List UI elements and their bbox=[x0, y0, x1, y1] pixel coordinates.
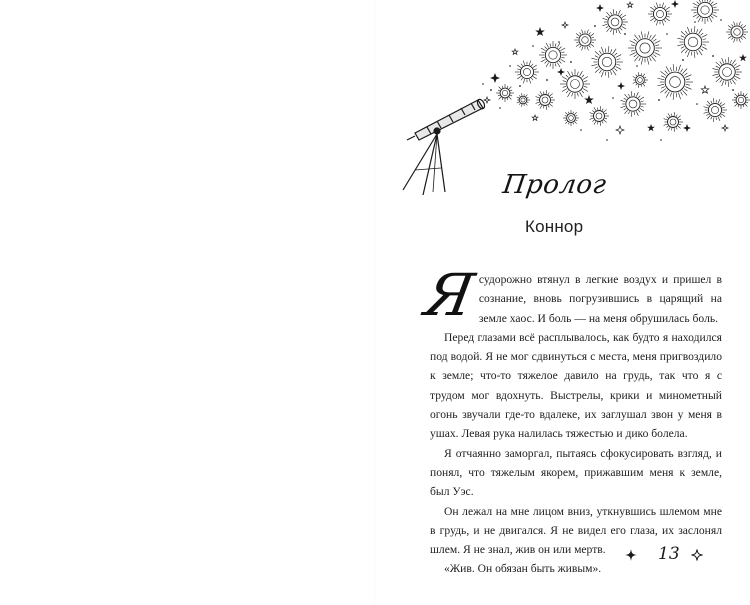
star-icon bbox=[536, 28, 544, 35]
star-dot bbox=[499, 107, 501, 109]
sun-icon bbox=[539, 41, 567, 69]
chapter-title: Пролог bbox=[500, 170, 609, 200]
star-dot bbox=[519, 85, 521, 87]
paragraph: Я отчаянно заморгал, пытаясь сфокусировать взгляд, и понял, что тяжелым якорем, прижавшим меня к земле, был Уэс. bbox=[430, 446, 722, 499]
right-page bbox=[375, 0, 750, 605]
page-footer bbox=[625, 540, 715, 570]
star-dot bbox=[658, 99, 660, 101]
starfield-decoration bbox=[482, 0, 750, 141]
sun-icon bbox=[515, 61, 539, 84]
star-dot bbox=[712, 55, 714, 57]
sun-icon bbox=[560, 69, 590, 99]
star-icon bbox=[616, 126, 624, 134]
sun-icon bbox=[536, 90, 555, 110]
star-dot bbox=[546, 79, 548, 81]
star-dot bbox=[570, 61, 572, 63]
chapter-body-text bbox=[420, 261, 722, 579]
star-icon bbox=[684, 125, 690, 131]
star-dot bbox=[660, 139, 662, 141]
sun-icon bbox=[664, 112, 683, 132]
star-dot bbox=[482, 83, 484, 85]
star-dot bbox=[580, 129, 582, 131]
sun-icon bbox=[657, 64, 693, 100]
star-icon bbox=[585, 96, 593, 103]
star-icon bbox=[558, 69, 564, 75]
star-dot bbox=[696, 103, 698, 105]
star-icon bbox=[562, 22, 568, 28]
star-dot bbox=[594, 25, 596, 27]
sun-icon bbox=[726, 22, 748, 43]
paragraph bbox=[420, 261, 722, 329]
sun-icon bbox=[603, 9, 628, 35]
star-dot bbox=[490, 89, 492, 91]
star-dot bbox=[732, 89, 734, 91]
sun-icon bbox=[591, 46, 623, 78]
star-icon bbox=[648, 125, 654, 130]
drop-cap-letter: Я bbox=[420, 261, 479, 329]
star-dot bbox=[694, 21, 696, 23]
paragraph-text: судорожно втянул в легкие воздух и пришел в сознание, вновь погрузившись в царящий на земле хаос. И боль — на меня обрушилась боль. bbox=[478, 273, 722, 325]
star-dot bbox=[509, 65, 511, 67]
sun-icon bbox=[563, 110, 579, 126]
star-dot bbox=[666, 33, 668, 35]
star-dot bbox=[624, 33, 626, 35]
star-icon bbox=[701, 86, 709, 93]
star-icon bbox=[512, 49, 518, 54]
sun-icon bbox=[621, 91, 646, 117]
star-icon bbox=[532, 115, 538, 120]
four-point-star-outline-icon bbox=[691, 549, 703, 561]
sun-icon bbox=[732, 91, 750, 109]
star-icon bbox=[722, 125, 728, 131]
sun-icon bbox=[703, 98, 727, 122]
sun-icon bbox=[712, 57, 742, 87]
star-dot bbox=[720, 19, 722, 21]
page-number: 13 bbox=[658, 544, 680, 564]
star-dot bbox=[558, 41, 560, 43]
star-icon bbox=[491, 74, 499, 82]
sun-icon bbox=[590, 106, 609, 126]
sun-icon bbox=[517, 93, 530, 107]
star-icon bbox=[618, 83, 624, 89]
sun-icon bbox=[648, 3, 672, 26]
telescope-icon bbox=[403, 98, 486, 195]
star-dot bbox=[532, 45, 534, 47]
star-icon bbox=[597, 5, 603, 11]
chapter-subtitle: Коннор bbox=[525, 217, 584, 236]
sun-icon bbox=[691, 0, 719, 24]
sun-icon bbox=[633, 72, 648, 88]
star-icon bbox=[627, 2, 633, 7]
star-icon bbox=[484, 97, 490, 103]
star-dot bbox=[682, 59, 684, 61]
star-icon bbox=[740, 55, 746, 60]
sun-icon bbox=[628, 31, 662, 64]
sun-icon bbox=[677, 26, 709, 58]
star-dot bbox=[636, 65, 638, 67]
paragraph: Перед глазами всё расплывалось, как будто я находился под водой. Я не мог сдвинуться с места, меня пригвоздило к земле; что-то тяжелое давило на грудь, так что я с трудом мог вдохнуть. Выстрелы, крики и минометный огонь звучали где-то вдалеке, их заглушал звон у меня в ушах. Левая рука налилась тяжестью и дико болела. bbox=[430, 330, 722, 441]
sun-icon bbox=[574, 30, 596, 51]
star-icon bbox=[672, 1, 678, 7]
paragraph: «Жив. Он обязан быть живым». bbox=[444, 562, 602, 576]
star-dot bbox=[612, 97, 614, 99]
paragraph: Он лежал на мне лицом вниз, уткнувшись шлемом мне в грудь, и не двигался. Я не видел его глаза, их заслонял шлем. Я не знал, жив он или мертв. bbox=[430, 504, 722, 557]
four-point-star-filled-icon bbox=[625, 549, 637, 561]
star-dot bbox=[606, 139, 608, 141]
sun-icon bbox=[496, 84, 514, 102]
